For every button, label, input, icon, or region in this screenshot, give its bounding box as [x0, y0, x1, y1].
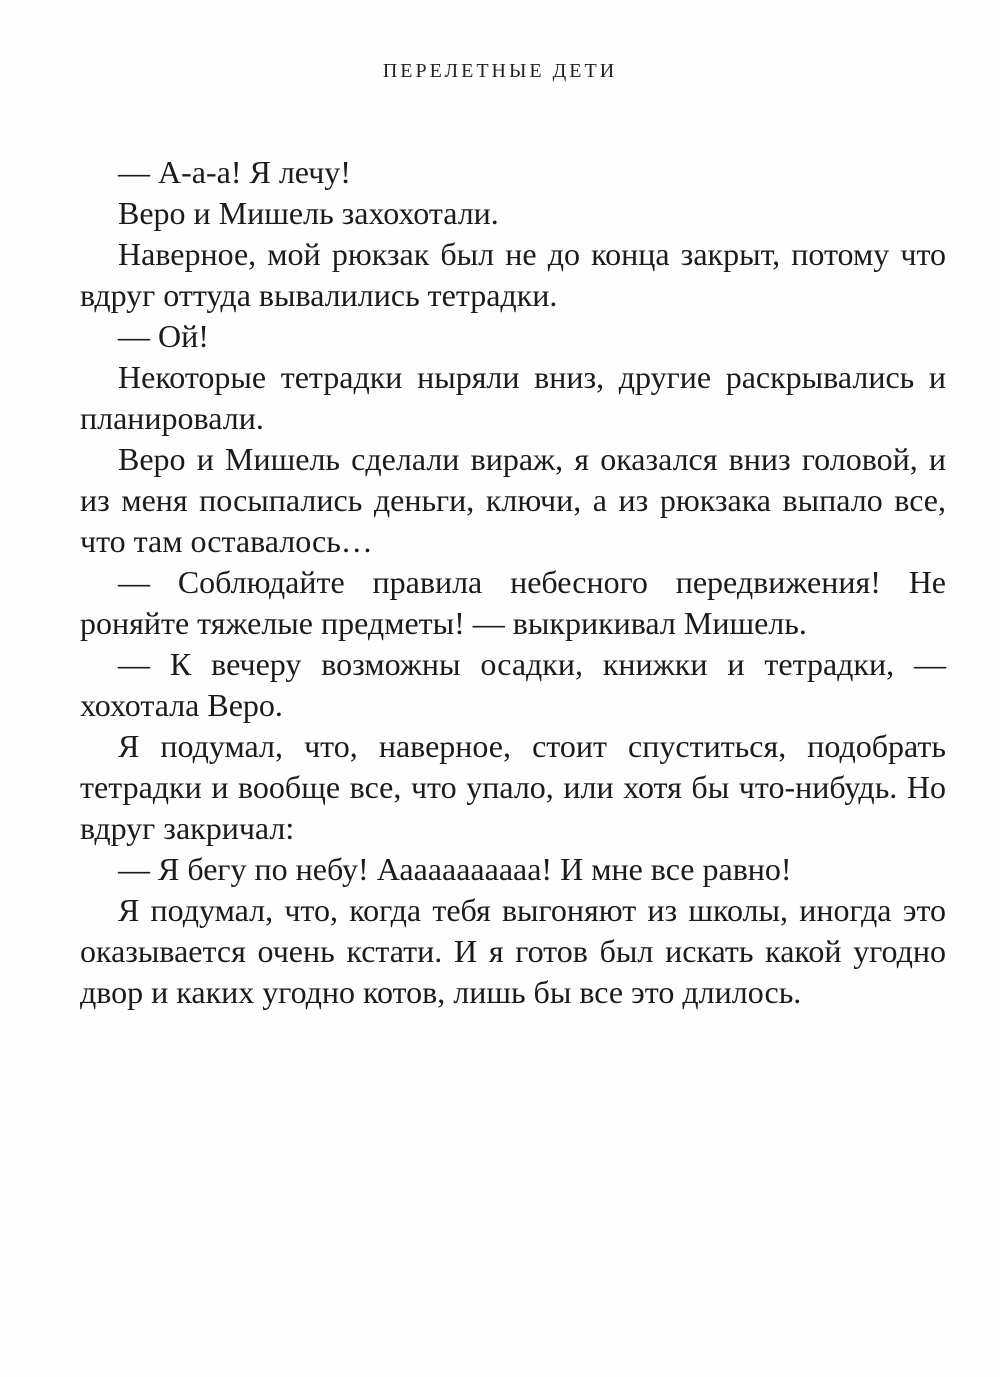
paragraph: Я подумал, что, когда тебя выгоняют из школы, иногда это оказывается очень кстати. И я готов был искать какой угодно двор и каких угодно котов, лишь бы все это длилось. — [80, 892, 946, 1010]
body-text — [80, 152, 946, 1013]
paragraph: — Соблюдайте правила небесного передвижения! Не роняйте тяжелые предметы! — выкрикивал Мишель. — [80, 564, 946, 641]
paragraph: Я подумал, что, наверное, стоит спуститься, подобрать тетрадки и вообще все, что упало, или хотя бы что-нибудь. Но вдруг закричал: — [80, 728, 946, 846]
paragraph: Наверное, мой рюкзак был не до конца закрыт, потому что вдруг оттуда вывалились тетрадки. — [80, 236, 946, 313]
paragraph: — К вечеру возможны осадки, книжки и тетрадки, — хохотала Веро. — [80, 646, 946, 723]
running-head: ПЕРЕЛЕТНЫЕ ДЕТИ — [382, 60, 618, 82]
paragraph: Некоторые тетрадки ныряли вниз, другие раскрывались и планировали. — [80, 359, 946, 436]
paragraph: Веро и Мишель сделали вираж, я оказался вниз головой, и из меня посыпались деньги, ключи, а из рюкзака выпало все, что там оставалось… — [80, 441, 946, 559]
paragraph: — Я бегу по небу! Ааааааааааа! И мне все равно! — [118, 851, 792, 887]
paragraph: Веро и Мишель захохотали. — [118, 195, 499, 231]
paragraph: — Ой! — [118, 318, 209, 354]
paragraph: — А-а-а! Я лечу! — [118, 154, 351, 190]
